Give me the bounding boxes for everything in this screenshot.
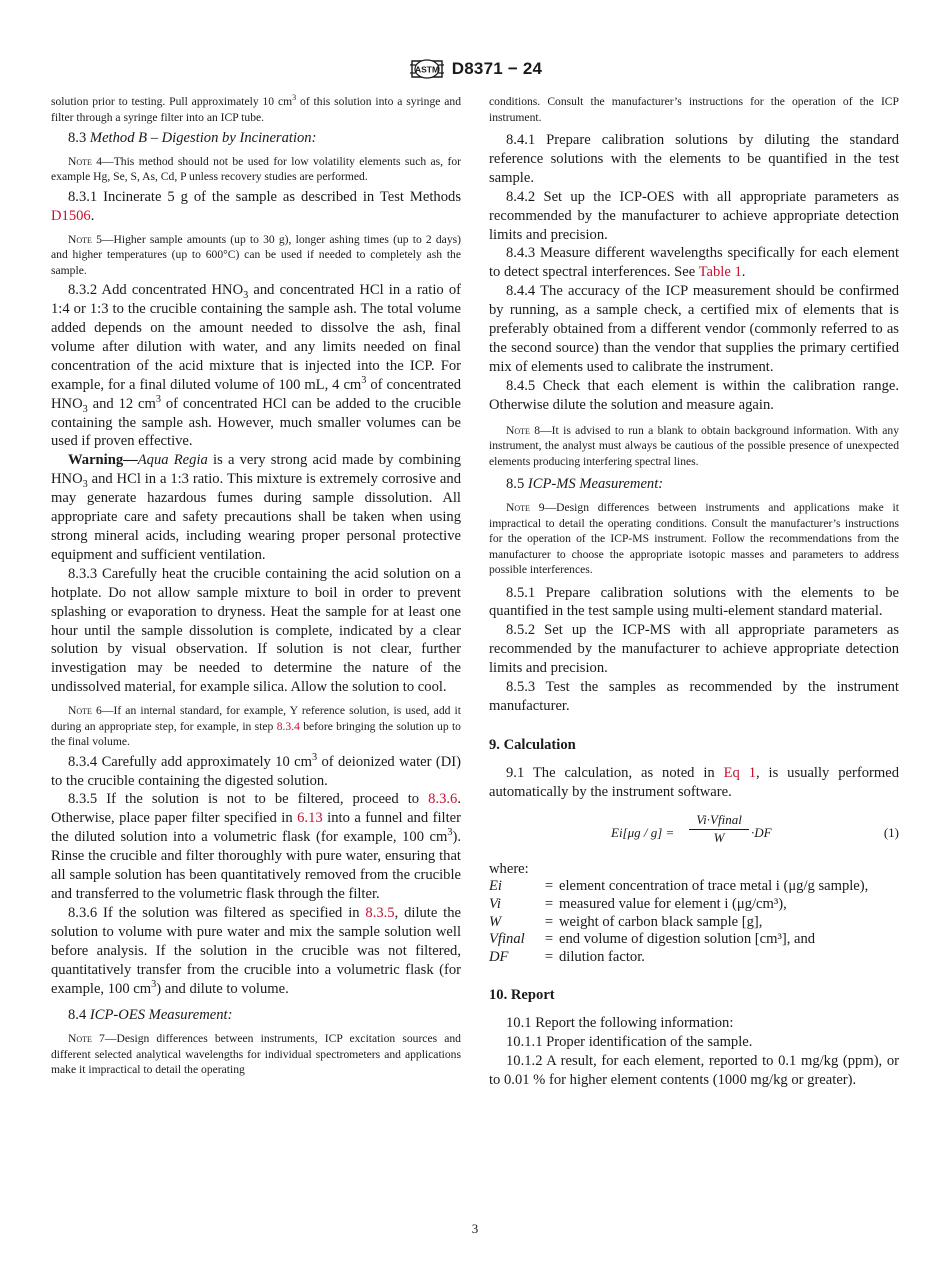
equation-numerator: Vi·Vfinal [689,812,749,830]
definition-row: Vi = measured value for element i (μg/cm³), [489,896,787,913]
section-8-3-heading: 8.3 Method B – Digestion by Incineration: [68,130,317,146]
section-10-1-2: 10.1.2 A result, for each element, reported to 0.1 mg/kg (ppm), or to 0.01 % for higher element contents (1000 mg/kg or greater). [489,1053,899,1089]
link-d1506[interactable]: D1506 [51,207,91,224]
section-8-5-2: 8.5.2 Set up the ICP-MS with all appropriate parameters as recommended by the manufacturer to achieve appropriate detection limits and precision. [489,622,899,677]
note-7: Note 7—Design differences between instruments, ICP excitation sources and different selected analytical wavelengths for individual spectrometers and applications make it impractical to detail the operating [51,1032,461,1077]
page-number: 3 [471,1221,479,1236]
standard-designation: D8371 − 24 [451,59,543,78]
equation-fraction [689,812,749,846]
note-4: Note 4—This method should not be used for low volatility elements such as, for example Hg, Se, S, As, Cd, P unless recovery studies are performed. [51,154,461,184]
note-7-continuation: conditions. Consult the manufacturer’s instructions for the operation of the ICP instrument. [489,95,899,124]
link-8-3-4[interactable]: 8.3.4 [276,719,300,733]
section-8-5-3: 8.5.3 Test the samples as recommended by the instrument manufacturer. [489,679,899,714]
page-header [0,56,950,82]
link-8-3-6[interactable]: 8.3.6 [428,791,458,808]
where-label: where: [489,860,529,877]
section-8-4-heading: 8.4 ICP-OES Measurement: [68,1007,233,1024]
section-8-4-2: 8.4.2 Set up the ICP-OES with all appropriate parameters as recommended by the manufacturer to achieve appropriate detection limits and precision. [489,188,899,243]
section-8-5-heading: 8.5 ICP-MS Measurement: [506,476,664,493]
section-8-3-3: 8.3.3 Carefully heat the crucible containing the acid solution on a hotplate. Do not allow sample mixture to boil in order to prevent splashing or evaporation to dryness. Heat the sample for at least one hour until the sample dissolution is complete, indicated by a clear solution by visual observation. If solution is not clear, further investigation may be needed to determine the nature of the undissolved material, for example silica. Allow the solution to cool. [51,565,461,696]
note-9: Note 9—Design differences between instruments and applications make it impractical to detail the operating conditions. Consult the manufacturer’s instructions for the operation of the ICP-MS instrument. Follow the recommendations from the manufacturer to choose the appropriate isotopic masses and parameters to address possible interferences. [489,501,899,576]
astm-logo-icon [408,56,446,82]
warning-paragraph: Warning—Aqua Regia is a very strong acid made by combining $HNO_3$ and HCl in a 1:3 ratio. This mixture is extremely corrosive and may generate hazardous fumes during sample dissolution. All appropriate care and safety precautions shall be taken when using strong mineral acids, including wearing proper personal protective equipment and sufficient ventilation. [51,452,461,563]
note-8: Note 8—It is advised to run a blank to obtain background information. With any instrument, the analyst must always be cautious of the possible presence of unexpected elements producing interfering spectral lines. [489,423,900,468]
variable-definitions [489,878,899,966]
section-9-heading: 9. Calculation [489,736,576,753]
equation-lhs: Ei[μg / g] = [611,824,675,840]
section-8-3-6: 8.3.6 If the solution was filtered as specified in 8.3.5, dilute the solution to volume with pure water and mix the sample solution well before analysis. If the solution in the crucible was not filtered, quantitatively transfer from the crucible into a volumetric flask (for example, 100 $cm^3$) and dilute to volume. [51,904,461,997]
svg-text:ASTM: ASTM [414,64,439,75]
section-8-4-1: 8.4.1 Prepare calibration solutions by diluting the standard reference solutions with the elements to be quantified in the test sample. [489,132,899,186]
equation-1 [489,810,899,854]
note-5: Note 5—Higher sample amounts (up to 30 g), longer ashing times (up to 2 days) and higher temperatures (up to 600°C) can be used if needed to completely ash the sample. [51,232,461,277]
link-8-3-5[interactable]: 8.3.5 [365,904,395,921]
equation-number: (1) [883,824,899,840]
note-6: Note 6—If an internal standard, for example, Y reference solution, is used, add it during an appropriate step, for example, in step 8.3.4 before bringing the solution up to the final volume. [51,704,461,749]
section-10-1: 10.1 Report the following information: [506,1015,734,1032]
right-column [489,94,899,1090]
section-8-4-3: 8.4.3 Measure different wavelengths specifically for each element to detect spectral interferences. See Table 1. [489,245,899,281]
section-8-4-5: 8.4.5 Check that each element is within the calibration range. Otherwise dilute the solution and measure again. [489,377,899,413]
link-eq-1[interactable]: Eq 1 [723,764,757,781]
section-8-3-1: 8.3.1 Incinerate 5 g of the sample as described in Test Methods D1506. [51,188,461,224]
section-8-4-4: 8.4.4 The accuracy of the ICP measurement should be confirmed by running, as a sample check, a certified mix of elements that is preferably obtained from a different vendor (commonly referred to as the second source) than the vendor that supplies the primary certified mix of elements used to calibrate the instrument. [489,283,899,375]
definition-row: DF = dilution factor. [489,948,645,965]
left-column [51,94,461,1081]
section-8-3-5: 8.3.5 If the solution is not to be filtered, proceed to 8.3.6. Otherwise, place paper filter specified in 6.13 into a funnel and filter the diluted solution into a volumetric flask (for example, 100 $cm^3$). Rinse the crucible and filter thoroughly with pure water, ensuring that all sample solution has been quantitatively removed from the crucible and transferred to the volumetric flask through the filter. [51,791,461,902]
section-8-3-4: 8.3.4 Carefully add approximately 10 $cm^3$ of deionized water (DI) to the crucible containing the digested solution. [51,751,461,789]
equation-denominator: W [713,829,725,845]
definition-row: Vfinal = end volume of digestion solution [cm³], and [489,931,816,948]
section-9-1: 9.1 The calculation, as noted in Eq 1, is usually performed automatically by the instrument software. [489,764,899,800]
link-6-13[interactable]: 6.13 [297,810,323,827]
definition-row: Ei = element concentration of trace metal i (μg/g sample), [489,878,869,895]
section-10-1-1: 10.1.1 Proper identification of the sample. [506,1034,753,1051]
definition-row: W = weight of carbon black sample [g], [489,913,763,930]
section-10-heading: 10. Report [489,987,555,1004]
continuation-text: solution prior to testing. Pull approximately 10 $cm^3$ of this solution into a syringe and filter through a syringe filter into an ICP tube. [51,93,461,124]
equation-rhs: ·DF [751,824,772,840]
section-8-3-2: 8.3.2 Add concentrated $HNO_3$ and concentrated HCl in a ratio of 1:4 or 1:3 to the crucible containing the sample ash. The total volume added depends on the amount needed to dissolve the ash, final volume after dilution with water, and any limits needed on final concentration of the acid mixture that is injected into the ICP. For example, for a final diluted volume of 100 mL, 4 $cm^3$ of concentrated $HNO_3$ and 12 $cm^3$ of concentrated HCl can be added to the crucible containing the sample ash. However, much smaller volumes can be used if proven effective. [51,282,462,450]
link-table-1[interactable]: Table 1 [698,264,742,281]
section-8-5-1: 8.5.1 Prepare calibration solutions with the elements to be quantified in the test sample using multi-element standard material. [489,584,899,620]
